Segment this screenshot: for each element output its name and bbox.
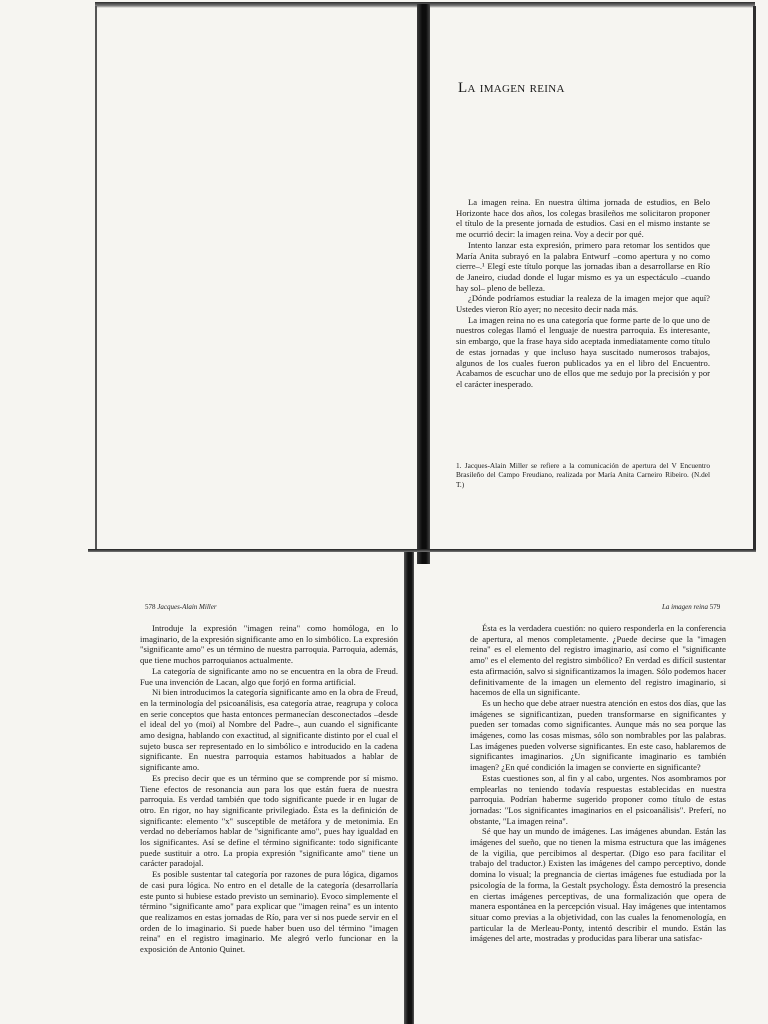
left-running-header (145, 603, 217, 611)
paragraph: La imagen reina no es una categoría que forme parte de lo que uno de nuestros colegas llamó el lenguaje de nuestra parroquia. Es interesante, sin embargo, que la frase haya sido aceptada inmediatamente como título de estas jornadas y que incluso haya suscitado numerosos trabajos, algunos de los cuales fueron publicados ya en el libro del Encuentro. Acabamos de escuchar uno de ellos que me sedujo por la precisión y por el carácter inesperado. (456, 314, 710, 389)
right-page-body (470, 623, 726, 944)
paragraph: ¿Dónde podríamos estudiar la realeza de la imagen mejor que aquí? Ustedes vieron Río ayer; no necesito decir nada más. (456, 293, 710, 315)
right-running-header (662, 603, 720, 611)
paragraph: Sé que hay un mundo de imágenes. Las imágenes abundan. Están las imágenes del sueño, que no tienen la misma estructura que las imágenes de la vigilia, que percibimos al despertar. (Digo eso para facilitar el trabajo del traductor.) Existen las imágenes del campo perceptivo, donde domina lo visual; la pregnancia de ciertas imágenes fue estudiada por la psicología de la forma, la Gestalt psychology. Ésta demostró la presencia en ciertas imágenes perceptivas, de una formalización que opera de manera espontánea en la percepción visual. Hay imágenes que intentamos situar como previas a la objetividad, con las cuales la fenomenología, en particular la de Merleau-Ponty, intentó describir el mundo. Están las imágenes del arte, mostradas y producidas para liberar una satisfac- (470, 826, 726, 944)
left-page-body (140, 623, 398, 955)
running-head-text: La imagen reina (662, 603, 709, 611)
scan-edge-left (95, 6, 97, 551)
page-number: 579 (709, 603, 721, 611)
chapter-title: La imagen reina (458, 80, 565, 96)
page-number: 578 (145, 603, 156, 611)
paragraph: Ni bien introducimos la categoría significante amo en la obra de Freud, en la terminología del psicoanálisis, esa categoría atrae, reagrupa y coloca en serie conceptos que hasta entonces permanecían desconectados –desde el ideal del yo (moi) al Nombre del Padre–, aun cuando el significante amo designa, hablando con exactitud, al significante distinto por el cual el sujeto busca ser representado en lo simbólico e introducido en la cadena significante. En nuestra parroquia estamos habituados a hablar de significante amo. (140, 687, 398, 773)
book-spine-bottom (404, 552, 414, 1024)
paragraph: La imagen reina. En nuestra última jornada de estudios, en Belo Horizonte hace dos años, los colegas brasileños me solicitaron proponer el título de la presente jornada de estudios. Casi en el mismo instante se me ocurrió decir: la imagen reina. Voy a decir por qué. (456, 197, 710, 240)
book-spine-top (417, 4, 430, 564)
paragraph: Es preciso decir que es un término que se comprende por sí mismo. Tiene efectos de resonancia aun para los que están fuera de nuestra parroquia. Es verdad también que todo significante puede ir en lugar de otro. En rigor, no hay significante privilegiado. Ésta es la definición de significante: elemento "x" susceptible de metáfora y de metonimia. En verdad no deberíamos hablar de "significante amo", pues hay igualdad en los significantes. Así se define el término significante: todo significante puede sustituir a otro. La propia expresión "significante amo" tiene un carácter paradojal. (140, 772, 398, 869)
paragraph: Es posible sustentar tal categoría por razones de pura lógica, digamos de casi pura lógica. No entro en el detalle de la categoría (desarrollaría este punto si hubiese estado previsto un seminario). Evoco simplemente el término "significante amo" para explicar que "imagen reina" es un intento que realizamos en estas jornadas de Río, para ver si nos puede servir en el orden de lo imaginario. Si puede haber buen uso del término "imagen reina" en el registro imaginario. Me alegró verlo funcionar en la exposición de Antonio Quinet. (140, 869, 398, 955)
paragraph: Ésta es la verdadera cuestión: no quiero responderla en la conferencia de apertura, al menos completamente. ¿Puede decirse que la "imagen reina" es el elemento del registro imaginario, así como el "significante amo" es el elemento del registro simbólico? En verdad es difícil sustentar esta afirmación, salvo si significantizamos la imagen. Sólo podemos hacer definitivamente de la imagen un elemento del registro imaginario, si hacemos de ella un significante. (470, 623, 726, 698)
running-head-text: Jacques-Alain Miller (157, 603, 217, 611)
scan-fold-line (88, 549, 756, 552)
footnote: 1. Jacques-Alain Miller se refiere a la comunicación de apertura del V Encuentro Brasileño del Campo Freudiano, realizada por María Anita Carneiro Ribeiro. (N.del T.) (456, 461, 710, 489)
paragraph: La categoría de significante amo no se encuentra en la obra de Freud. Fue una invención de Lacan, algo que forjó en forma artificial. (140, 665, 398, 687)
paragraph: Intento lanzar esta expresión, primero para retomar los sentidos que María Anita subrayó en la palabra Entwurf –como apertura y no como cierre–.¹ Elegí este título porque las jornadas iban a desarrollarse en Río de Janeiro, ciudad donde el lugar mismo es ya un espectáculo –cuando hay sol– pleno de belleza. (456, 239, 710, 293)
paragraph: Es un hecho que debe atraer nuestra atención en estos dos días, que las imágenes se significantizan, pueden transformarse en significantes y pueden ser tomadas como significantes. Aunque más no sea porque las imágenes, como las cosas mismas, sólo son nombrables por las palabras. Las imágenes pueden volverse significantes. En este caso, hablaremos de significantes imaginarios. ¿Un significante imaginario es también imagen? ¿En qué condición la imagen se convierte en significante? (470, 697, 726, 773)
paragraph: Introduje la expresión "imagen reina" como homóloga, en lo imaginario, de la expresión significante amo en lo simbólico. La expresión "significante amo" es un término de nuestra parroquia. Parroquia, además, que tiene muchos parroquianos actualmente. (140, 623, 398, 666)
scan-edge-right (753, 6, 756, 551)
top-page-body (456, 197, 710, 390)
paragraph: Estas cuestiones son, al fin y al cabo, urgentes. Nos asombramos por emplearlas no teniendo todavía respuestas establecidas en nuestra parroquia. Podrían haberme sugerido proponer como título de estas jornadas: "Los significantes imaginarios en el psicoanálisis". Preferí, no obstante, "La imagen reina". (470, 772, 726, 826)
